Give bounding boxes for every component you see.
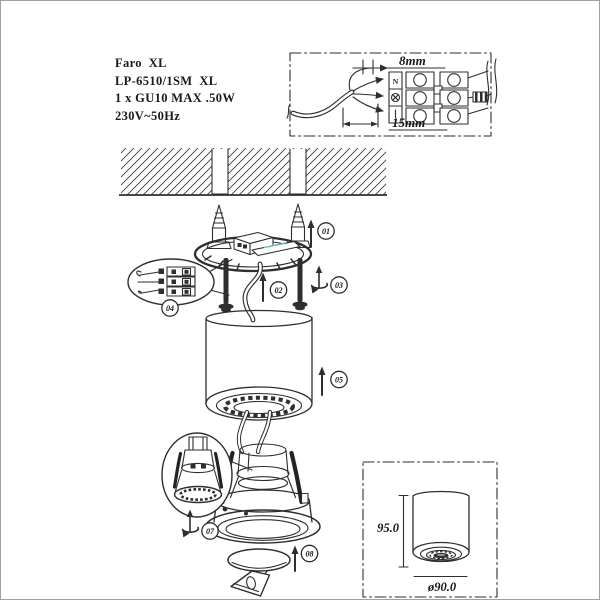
right-cable xyxy=(487,59,497,105)
step-marker-05 xyxy=(331,371,347,387)
trim-ring-inner xyxy=(226,520,300,539)
product-name: Faro XL xyxy=(115,56,167,70)
strip-ticks-8mm xyxy=(363,60,373,74)
height-dim-line xyxy=(399,496,408,568)
gu10-bulb xyxy=(228,545,318,596)
height-dim-label: 95.0 xyxy=(377,521,399,535)
ceiling-hatch xyxy=(121,148,386,195)
step-number-01: 01 xyxy=(322,227,330,236)
step-number-04: 04 xyxy=(166,304,174,313)
housing-top xyxy=(217,490,310,512)
step-number-02: 02 xyxy=(274,286,283,295)
step-number-03: 03 xyxy=(335,281,343,290)
neutral-symbol: N xyxy=(392,77,399,86)
product-voltage: 230V~50Hz xyxy=(115,108,181,123)
socket-top xyxy=(240,444,286,456)
diameter-dim-label: ø90.0 xyxy=(427,580,457,594)
step-marker-01 xyxy=(318,223,334,239)
step-number-05: 05 xyxy=(335,375,343,385)
step-marker-02 xyxy=(270,282,286,298)
terminal-callout xyxy=(128,259,232,316)
wiring-detail-box xyxy=(287,53,497,136)
bulb-body xyxy=(231,571,270,596)
wire-arrow-2 xyxy=(353,94,383,96)
step-marker-08 xyxy=(301,545,317,561)
product-lamp-spec: 1 x GU10 MAX .50W xyxy=(115,91,236,105)
rotate-symbol-03 xyxy=(312,266,328,289)
callout-terminal-rows xyxy=(159,267,196,296)
wire-arrow-1 xyxy=(353,79,383,91)
cylinder-bottom xyxy=(206,387,312,420)
ceiling-section xyxy=(119,148,387,195)
dim-label-8mm: 8mm xyxy=(399,53,426,68)
step-number-07: 07 xyxy=(206,527,214,536)
step-marker-07 xyxy=(202,523,218,539)
step-marker-03 xyxy=(331,277,347,293)
step-number-08: 08 xyxy=(305,549,314,559)
cylinder-sides xyxy=(206,318,312,405)
diagram-canvas xyxy=(1,1,600,600)
cylinder-top xyxy=(206,311,312,327)
step-marker-04 xyxy=(162,300,178,316)
housing-screw xyxy=(302,494,309,504)
body-cylinder xyxy=(206,311,347,453)
vent-ring xyxy=(225,398,293,416)
dimension-box xyxy=(363,462,497,597)
dim-label-15mm: 15mm xyxy=(392,115,426,130)
product-model: LP-6510/1SM XL xyxy=(115,73,218,88)
